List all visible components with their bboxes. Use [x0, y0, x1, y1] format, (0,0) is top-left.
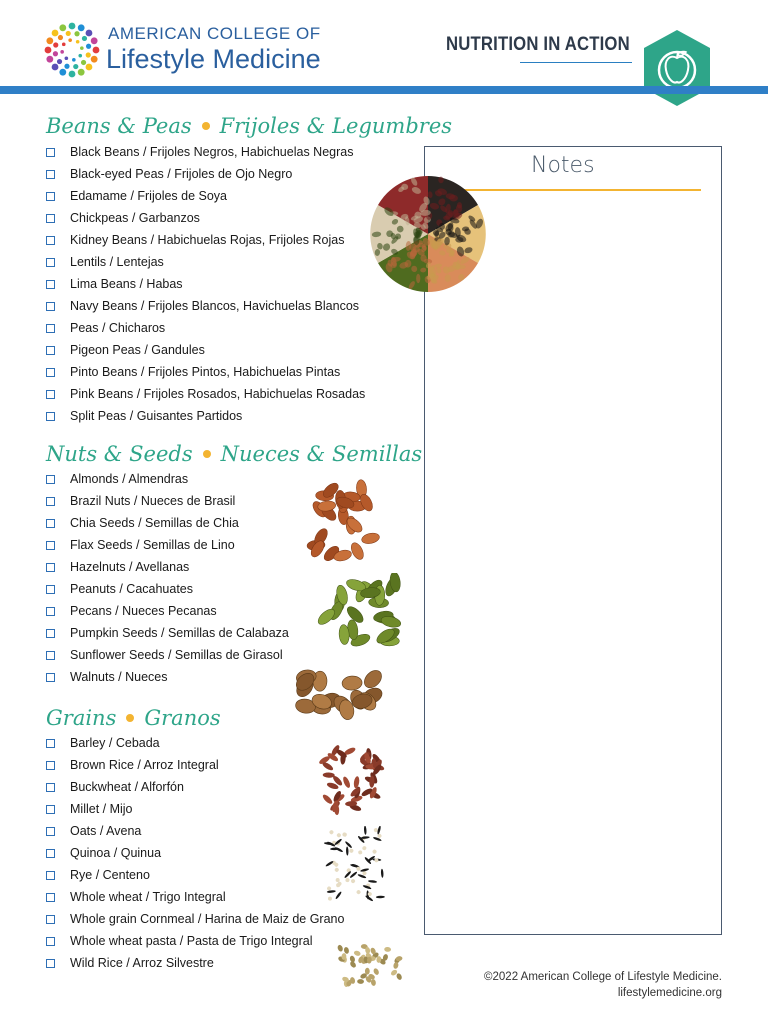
checklist-item[interactable]	[46, 534, 289, 556]
checklist-item[interactable]	[46, 295, 365, 317]
checklist-item[interactable]	[46, 361, 365, 383]
checkbox[interactable]	[46, 739, 55, 748]
checkbox[interactable]	[46, 871, 55, 880]
title-underline	[520, 62, 632, 63]
checkbox[interactable]	[46, 475, 55, 484]
brown-rice-illustration	[318, 744, 386, 816]
checklist-item[interactable]	[46, 405, 365, 427]
checklist-item-label: Lentils / Lentejas	[70, 255, 164, 269]
checklist-item-label: Buckwheat / Alforfón	[70, 780, 184, 794]
bullet-dot-icon	[203, 450, 211, 458]
checklist-item[interactable]	[46, 952, 344, 974]
apple-icon	[640, 28, 714, 108]
checkbox[interactable]	[46, 915, 55, 924]
checklist-item[interactable]	[46, 251, 365, 273]
checklist-item[interactable]	[46, 798, 344, 820]
checklist-item-label: Peanuts / Cacahuates	[70, 582, 193, 596]
checklist-item[interactable]	[46, 842, 344, 864]
beans-heading-es: Frijoles & Legumbres	[219, 114, 453, 138]
grains-heading-es: Granos	[144, 706, 221, 730]
nuts-heading-en: Nuts & Seeds	[46, 442, 193, 466]
footer	[484, 969, 722, 1001]
bullet-dot-icon	[202, 122, 210, 130]
checklist-item-label: Flax Seeds / Semillas de Lino	[70, 538, 235, 552]
checklist-item-label: Pink Beans / Frijoles Rosados, Habichuelas Rosadas	[70, 387, 366, 401]
header-divider-bar	[0, 86, 768, 94]
checklist-item[interactable]	[46, 185, 365, 207]
checklist-item-label: Chickpeas / Garbanzos	[70, 211, 200, 225]
checklist-item[interactable]	[46, 229, 365, 251]
checkbox[interactable]	[46, 302, 55, 311]
checklist-item-label: Peas / Chicharos	[70, 321, 166, 335]
checklist-item-label: Kidney Beans / Habichuelas Rojas, Frijoles Rojas	[70, 233, 345, 247]
checklist-item[interactable]	[46, 490, 289, 512]
checklist-item-label: Pigeon Peas / Gandules	[70, 343, 205, 357]
checklist-item-label: Millet / Mijo	[70, 802, 133, 816]
checklist-item[interactable]	[46, 776, 344, 798]
checklist-item-label: Almonds / Almendras	[70, 472, 189, 486]
checklist-item-label: Whole wheat pasta / Pasta de Trigo Integral	[70, 934, 313, 948]
checkbox[interactable]	[46, 629, 55, 638]
checklist-item[interactable]	[46, 512, 289, 534]
checkbox[interactable]	[46, 563, 55, 572]
checklist-item-label: Sunflower Seeds / Semillas de Girasol	[70, 648, 283, 662]
notes-title-underline	[463, 189, 701, 191]
beans-checklist	[46, 141, 365, 427]
checklist-item[interactable]	[46, 732, 344, 754]
beans-section-heading	[46, 114, 452, 138]
checklist-item-label: Quinoa / Quinua	[70, 846, 162, 860]
checklist-item-label: Oats / Avena	[70, 824, 142, 838]
checklist-item-label: Wild Rice / Arroz Silvestre	[70, 956, 214, 970]
checkbox[interactable]	[46, 236, 55, 245]
checklist-item-label: Walnuts / Nueces	[70, 670, 168, 684]
checklist-item-label: Split Peas / Guisantes Partidos	[70, 409, 243, 423]
checklist-item[interactable]	[46, 339, 365, 361]
checklist-item-label: Whole grain Cornmeal / Harina de Maiz de Grano	[70, 912, 345, 926]
bullet-dot-icon	[126, 714, 134, 722]
checklist-item-label: Pumpkin Seeds / Semillas de Calabaza	[70, 626, 289, 640]
checklist-item[interactable]	[46, 468, 289, 490]
org-name-line1: AMERICAN COLLEGE OF	[108, 24, 321, 43]
checkbox[interactable]	[46, 827, 55, 836]
checklist-item-label: Navy Beans / Frijoles Blancos, Havichuelas Blancos	[70, 299, 360, 313]
checkbox[interactable]	[46, 324, 55, 333]
beans-heading-en: Beans & Peas	[46, 114, 192, 138]
checkbox[interactable]	[46, 541, 55, 550]
checkbox[interactable]	[46, 651, 55, 660]
checkbox[interactable]	[46, 280, 55, 289]
walnuts-illustration	[294, 666, 386, 720]
checklist-item[interactable]	[46, 864, 344, 886]
checklist-item-label: Brazil Nuts / Nueces de Brasil	[70, 494, 236, 508]
checkbox[interactable]	[46, 673, 55, 682]
dot-ring-logo-icon	[44, 22, 100, 78]
grains-checklist	[46, 732, 344, 974]
checklist-item-label: Black-eyed Peas / Frijoles de Ojo Negro	[70, 167, 293, 181]
nuts-checklist	[46, 468, 289, 688]
checklist-item[interactable]	[46, 820, 344, 842]
checkbox[interactable]	[46, 849, 55, 858]
checkbox[interactable]	[46, 519, 55, 528]
notes-title: Notes	[531, 153, 595, 178]
checkbox[interactable]	[46, 368, 55, 377]
checkbox[interactable]	[46, 170, 55, 179]
footer-website[interactable]: lifestylemedicine.org	[617, 987, 722, 999]
checklist-item-label: Brown Rice / Arroz Integral	[70, 758, 219, 772]
checklist-item-label: Chia Seeds / Semillas de Chia	[70, 516, 239, 530]
checklist-item[interactable]	[46, 163, 365, 185]
page-title: NUTRITION IN ACTION	[446, 34, 630, 55]
checklist-item[interactable]	[46, 383, 365, 405]
checkbox[interactable]	[46, 390, 55, 399]
checklist-item-label: Rye / Centeno	[70, 868, 150, 882]
checklist-item[interactable]	[46, 207, 365, 229]
pumpkin-seeds-illustration	[316, 573, 406, 651]
almonds-illustration	[302, 477, 386, 567]
checkbox[interactable]	[46, 607, 55, 616]
checklist-item[interactable]	[46, 556, 289, 578]
grains-heading-en: Grains	[46, 706, 117, 730]
checkbox[interactable]	[46, 346, 55, 355]
checklist-item-label: Black Beans / Frijoles Negros, Habichuelas Negras	[70, 145, 354, 159]
checkbox[interactable]	[46, 783, 55, 792]
buckwheat-illustration	[330, 940, 406, 990]
checklist-item[interactable]	[46, 908, 344, 930]
checkbox[interactable]	[46, 258, 55, 267]
checklist-item[interactable]	[46, 141, 365, 163]
nuts-section-heading	[46, 442, 422, 466]
checkbox[interactable]	[46, 893, 55, 902]
checkbox[interactable]	[46, 761, 55, 770]
checklist-item[interactable]	[46, 578, 289, 600]
checklist-item[interactable]	[46, 754, 344, 776]
wild-rice-quinoa-illustration	[322, 826, 390, 904]
nuts-heading-es: Nueces & Semillas	[220, 442, 423, 466]
checklist-item[interactable]	[46, 930, 344, 952]
checkbox[interactable]	[46, 192, 55, 201]
checklist-item[interactable]	[46, 622, 289, 644]
checklist-item-label: Edamame / Frijoles de Soya	[70, 189, 228, 203]
checklist-item-label: Hazelnuts / Avellanas	[70, 560, 190, 574]
checklist-item[interactable]	[46, 273, 365, 295]
checkbox[interactable]	[46, 214, 55, 223]
checklist-item[interactable]	[46, 886, 344, 908]
org-name-line2: Lifestyle Medicine	[106, 44, 321, 74]
checklist-item-label: Whole wheat / Trigo Integral	[70, 890, 226, 904]
grains-section-heading	[46, 706, 221, 730]
checklist-item[interactable]	[46, 644, 289, 666]
footer-copyright: ©2022 American College of Lifestyle Medicine.	[484, 971, 722, 983]
checkbox[interactable]	[46, 148, 55, 157]
checkbox[interactable]	[46, 805, 55, 814]
checklist-item-label: Lima Beans / Habas	[70, 277, 183, 291]
checklist-item-label: Barley / Cebada	[70, 736, 160, 750]
checkbox[interactable]	[46, 937, 55, 946]
checklist-item[interactable]	[46, 317, 365, 339]
checklist-item-label: Pecans / Nueces Pecanas	[70, 604, 217, 618]
checkbox[interactable]	[46, 585, 55, 594]
checkbox[interactable]	[46, 412, 55, 421]
checkbox[interactable]	[46, 959, 55, 968]
checklist-item[interactable]	[46, 600, 289, 622]
beans-wheel-illustration	[366, 168, 490, 300]
checklist-item[interactable]	[46, 666, 289, 688]
checklist-item-label: Pinto Beans / Frijoles Pintos, Habichuelas Pintas	[70, 365, 341, 379]
acolm-logo	[44, 20, 344, 80]
checkbox[interactable]	[46, 497, 55, 506]
